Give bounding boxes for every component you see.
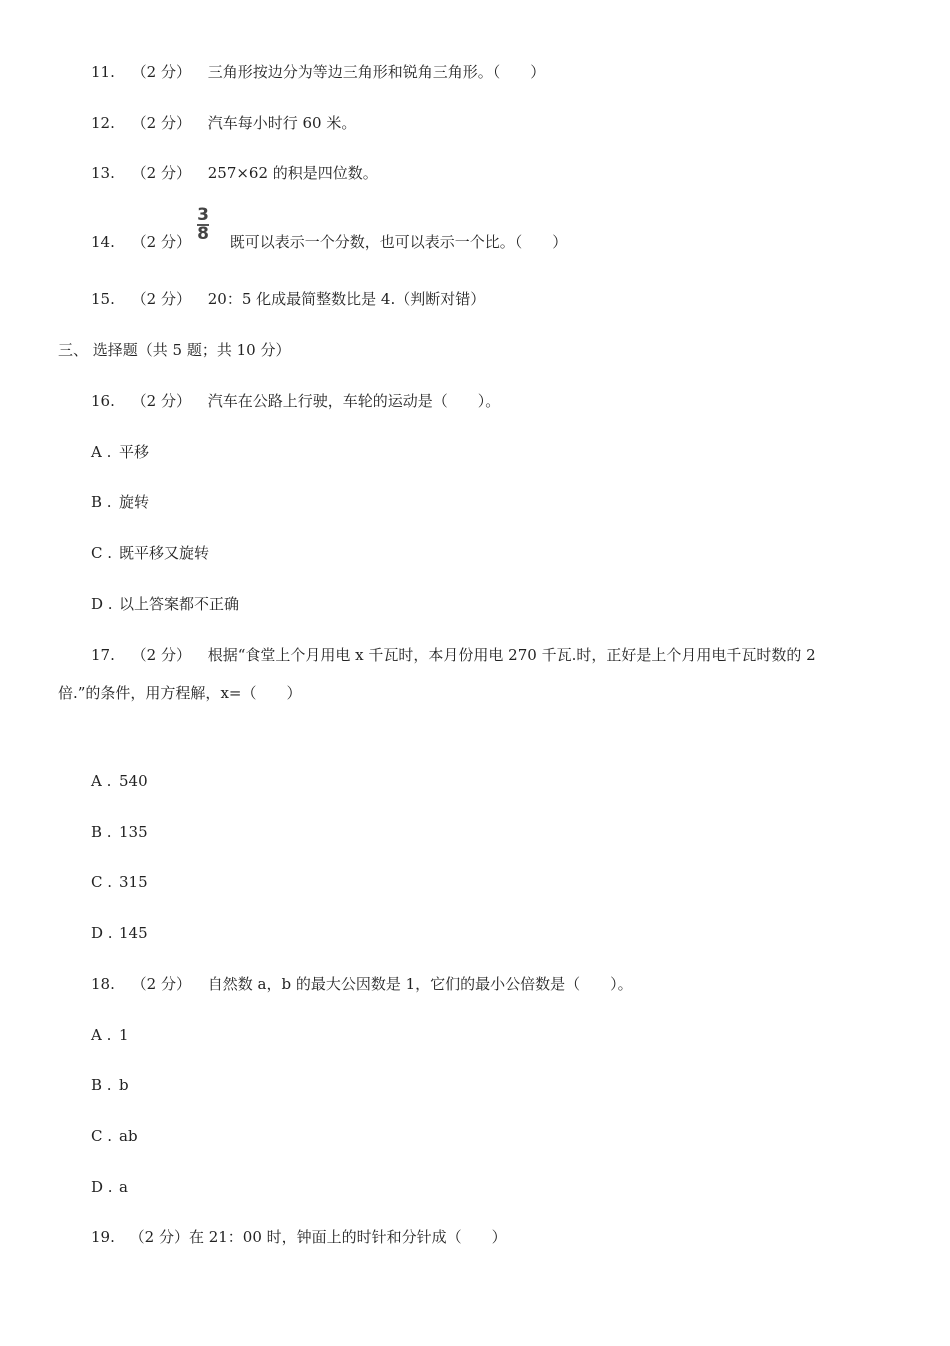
- question-17: [91, 645, 816, 665]
- option-d[interactable]: [91, 1177, 128, 1197]
- question-14: [91, 232, 567, 252]
- question-score: （2 分）: [131, 290, 191, 308]
- option-label: C .: [91, 873, 113, 891]
- question-12: [91, 113, 356, 133]
- question-number: 11.: [91, 63, 115, 81]
- option-text: 旋转: [119, 493, 150, 511]
- question-text: 20：5 化成最简整数比是 4.（判断对错）: [207, 290, 486, 308]
- option-a[interactable]: [91, 771, 148, 791]
- question-score: （2 分）: [131, 63, 191, 81]
- option-label: B .: [91, 493, 112, 511]
- question-text: 在 21：00 时，钟面上的时针和分针成（ ）: [188, 1228, 507, 1246]
- question-number: 12.: [91, 114, 115, 132]
- option-text: 既平移又旋转: [119, 544, 210, 562]
- option-text: 540: [119, 772, 148, 790]
- option-c[interactable]: [91, 872, 148, 892]
- option-b[interactable]: [91, 1075, 129, 1095]
- question-score: （2 分）: [131, 975, 191, 993]
- question-text: 汽车每小时行 60 米。: [207, 114, 357, 132]
- question-19: [91, 1227, 507, 1247]
- option-c[interactable]: [91, 1126, 138, 1146]
- option-b[interactable]: [91, 822, 148, 842]
- question-number: 16.: [91, 392, 115, 410]
- option-a[interactable]: [91, 442, 149, 462]
- option-label: C .: [91, 1127, 113, 1145]
- option-label: D .: [91, 924, 113, 942]
- option-label: D .: [91, 595, 113, 613]
- question-score: （2 分）: [129, 1228, 189, 1246]
- question-text: 汽车在公路上行驶，车轮的运动是（ ）。: [207, 392, 501, 410]
- option-label: B .: [91, 1076, 112, 1094]
- fraction-denominator: 8: [197, 224, 209, 244]
- option-text: b: [119, 1076, 129, 1094]
- option-d[interactable]: [91, 923, 148, 943]
- question-text: 自然数 a，b 的最大公因数是 1，它们的最小公倍数是（ ）。: [207, 975, 633, 993]
- question-17-continued: 倍.”的条件，用方程解，x=（ ）: [58, 684, 302, 702]
- option-label: A .: [91, 443, 112, 461]
- question-number: 15.: [91, 290, 115, 308]
- question-text: 257×62 的积是四位数。: [207, 164, 378, 182]
- question-score: （2 分）: [131, 114, 191, 132]
- question-text: 三角形按边分为等边三角形和锐角三角形。（ ）: [207, 63, 546, 81]
- option-d[interactable]: [91, 594, 239, 614]
- question-16: [91, 391, 500, 411]
- option-label: A .: [91, 1026, 112, 1044]
- option-text: 平移: [119, 443, 150, 461]
- option-label: C .: [91, 544, 113, 562]
- fraction-numerator: 3: [197, 205, 209, 225]
- question-score: （2 分）: [131, 164, 191, 182]
- question-number: 17.: [91, 646, 115, 664]
- question-score: （2 分）: [131, 233, 191, 251]
- option-text: ab: [119, 1127, 138, 1145]
- option-a[interactable]: [91, 1025, 129, 1045]
- question-text: 既可以表示一个分数，也可以表示一个比。（ ）: [229, 233, 568, 251]
- question-score: （2 分）: [131, 392, 191, 410]
- question-15: [91, 289, 485, 309]
- question-11: [91, 62, 545, 82]
- question-text: 根据“食堂上个月用电 x 千瓦时，本月份用电 270 千瓦.时，正好是上个月用电千瓦时数的 2: [207, 646, 816, 664]
- option-text: 315: [119, 873, 148, 891]
- option-c[interactable]: [91, 543, 209, 563]
- option-label: B .: [91, 823, 112, 841]
- option-label: A .: [91, 772, 112, 790]
- question-13: [91, 163, 378, 183]
- question-score: （2 分）: [131, 646, 191, 664]
- section-heading: 三、 选择题（共 5 题；共 10 分）: [58, 341, 291, 359]
- question-18: [91, 974, 633, 994]
- option-text: 以上答案都不正确: [119, 595, 240, 613]
- option-label: D .: [91, 1178, 113, 1196]
- option-text: a: [119, 1178, 128, 1196]
- question-number: 18.: [91, 975, 115, 993]
- option-b[interactable]: [91, 492, 149, 512]
- option-text: 145: [119, 924, 148, 942]
- question-number: 14.: [91, 233, 115, 251]
- question-number: 13.: [91, 164, 115, 182]
- option-text: 135: [119, 823, 148, 841]
- question-number: 19.: [91, 1228, 115, 1246]
- option-text: 1: [119, 1026, 129, 1044]
